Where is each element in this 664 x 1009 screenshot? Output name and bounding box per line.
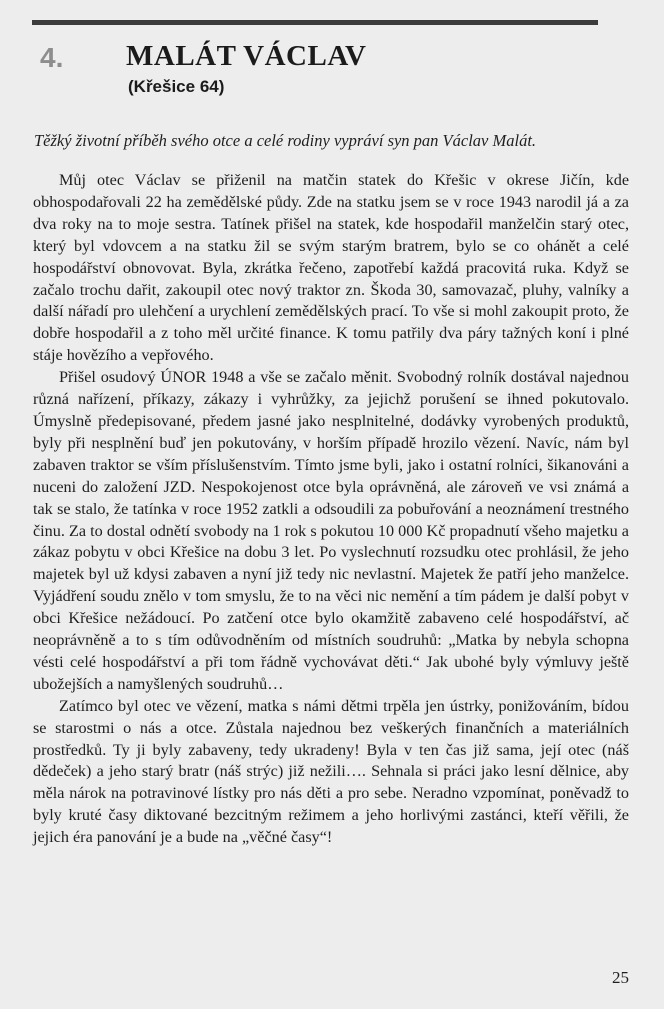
chapter-subtitle: (Křešice 64)	[128, 77, 225, 96]
top-rule	[32, 20, 598, 25]
paragraph-1: Můj otec Václav se přiženil na matčin statek do Křešic v okrese Jičín, kde obhospodařovali 22 ha zemědělské půdy. Zde na statku jsem se v roce 1943 narodil já a za dva roky na to moje sestra. Tatínek přišel na statek, kde hospodařil manželčin starý otec, který byl vdovcem a na statku žil se svým starým bratrem, bylo se co ohánět a celé hospodářství obnovovat. Byla, zkrátka řečeno, zapotřebí každá pracovitá ruka. Když se začalo trochu dařit, zakoupil otec nový traktor zn. Škoda 30, samovazač, pluhy, valníky a další nářadí pro ulehčení a urychlení zemědělských prací. To vše si mohl zakoupit proto, že dobře hospodařil a z toho měl určité finance. K tomu patřily dva páry tažných koní i plné stáje hovězího a vepřového.	[33, 171, 629, 365]
body-text	[33, 170, 629, 849]
page-number: 25	[612, 968, 629, 987]
intro-text: Těžký životní příběh svého otce a celé rodiny vypráví syn pan Václav Malát.	[34, 131, 537, 150]
chapter-number: 4.	[40, 42, 64, 73]
paragraph-3: Zatímco byl otec ve vězení, matka s námi dětmi trpěla jen ústrky, ponižováním, bídou se starostmi o nás a otce. Zůstala najednou bez veškerých finančních a materiálních prostředků. Ty ji byly zabaveny, tedy ukradeny! Byla v ten čas již sama, její otec (náš dědeček) a jeho starý bratr (náš strýc) již nežili…. Sehnala si práci jako lesní dělnice, aby měla nárok na potravinové lístky pro nás děti a pro sebe. Neradno vzpomínat, poněvadž to byly kruté časy diktované bezcitným režimem a jeho horlivými zastánci, kteří věřili, že jejich éra panování je a bude na „věčné časy“!	[33, 696, 629, 847]
paragraph-2: Přišel osudový ÚNOR 1948 a vše se začalo měnit. Svobodný rolník dostával najednou různá nařízení, příkazy, zákazy i vyhrůžky, za jejichž porušení se ihned pokutovalo. Úmyslně předepisované, předem jasné jako nesplnitelné, dodávky vyrobených produktů, byly při nesplnění buď jen pokutovány, v horším případě hrozilo vězení. Navíc, nám byl zabaven traktor se vším příslušenstvím. Tímto jsme byli, jako i ostatní rolníci, šikanováni a nuceni do založení JZD. Nespokojenost otce byla oprávněná, ale zároveň ve vsi známá a tak se stalo, že tatínka v roce 1952 zatkli a odsoudili za pobuřování a neoznámení trestného činu. Za to dostal odnětí svobody na 1 rok s pokutou 10 000 Kč propadnutí všeho majetku a zákaz pobytu v obci Křešice na dobu 3 let. Po vyslechnutí rozsudku otec prohlásil, že jeho majetek byl už kdysi zabaven a nyní již tedy nic nevlastní. Majetek že patří jeho manželce. Vyjádření soudu znělo v tom smyslu, že to na věci nic nemění a tím pádem je další pobyt v obci Křešice nežádoucí. Po zatčení otce bylo okamžitě zabaveno celé hospodářství, ač neoprávněně a to s tím odůvodněním od místních soudruhů: „Matka by nebyla schopna vésti celé hospodářství a při tom řádně vychovávat děti.“ Jak ubohé byly výmluvy ještě ubožejších a namyšlených soudruhů…	[33, 368, 629, 693]
chapter-title: MALÁT VÁCLAV	[126, 40, 367, 72]
